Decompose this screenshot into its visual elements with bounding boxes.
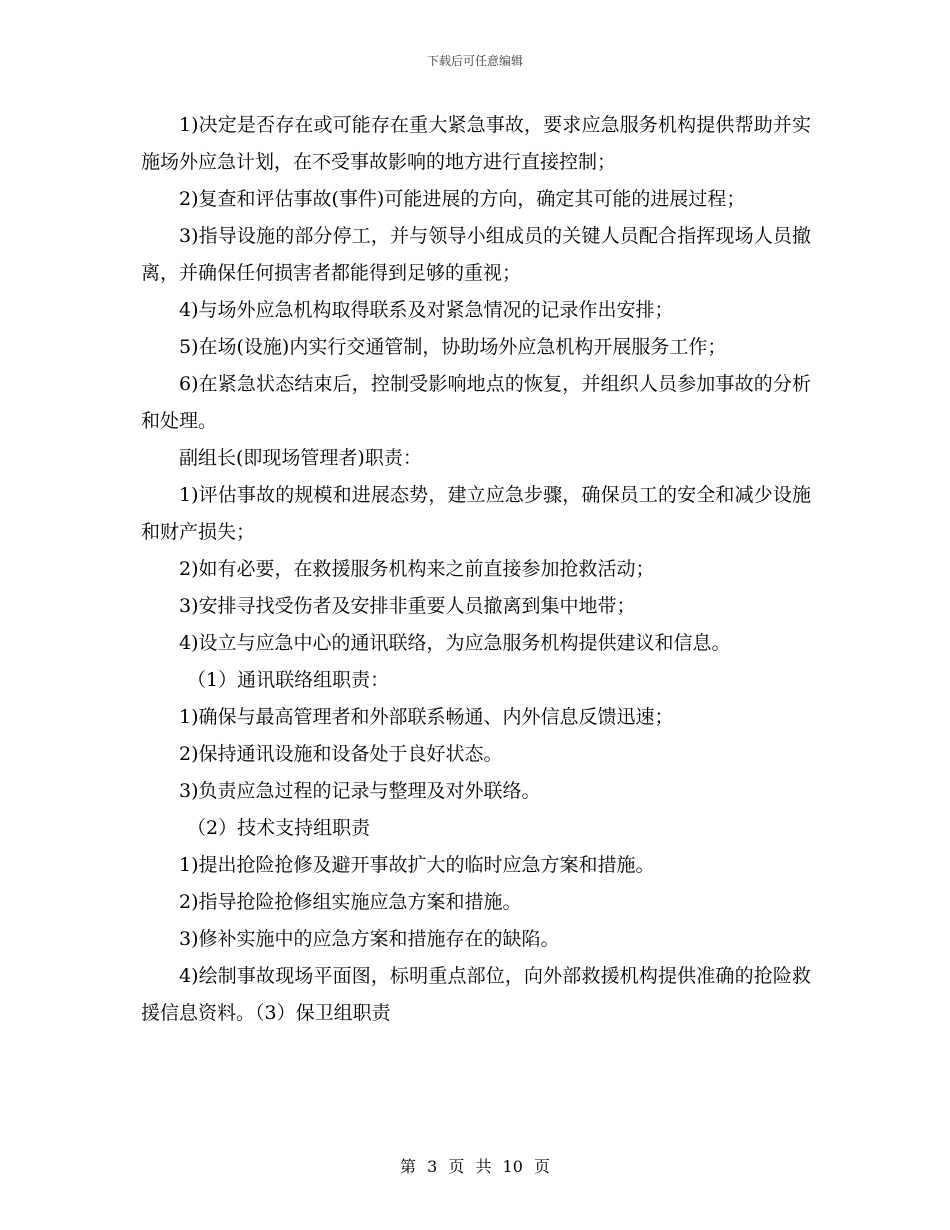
page-footer: 第 3 页 共 10 页 (400, 1157, 550, 1176)
paragraph: 2)指导抢险抢修组实施应急方案和措施。 (179, 891, 522, 913)
section-heading: 副组长(即现场管理者)职责： (179, 447, 422, 469)
paragraph: 4)设立与应急中心的通讯联络，为应急服务机构提供建议和信息。 (179, 632, 731, 654)
page-header: 下载后可任意编辑 (426, 54, 523, 68)
paragraph: 4)绘制事故现场平面图，标明重点部位，向外部救援机构提供准确的抢险救援信息资料。（3）保卫组职责 (141, 965, 811, 1024)
paragraph: 1)决定是否存在或可能存在重大紧急事故，要求应急服务机构提供帮助并实施场外应急计划，在不受事故影响的地方进行直接控制； (141, 114, 811, 173)
paragraph: 2)如有必要，在救援服务机构来之前直接参加抢救活动； (179, 558, 655, 580)
paragraph: 3)修补实施中的应急方案和措施存在的缺陷。 (179, 928, 560, 950)
paragraph: 6)在紧急状态结束后，控制受影响地点的恢复，并组织人员参加事故的分析和处理。 (141, 373, 811, 432)
paragraph: 3)安排寻找受伤者及安排非重要人员撤离到集中地带； (179, 595, 636, 617)
subsection-heading: （1）通讯联络组职责： (187, 669, 390, 691)
paragraph: 1)评估事故的规模和进展态势，建立应急步骤，确保员工的安全和减少设施和财产损失； (141, 484, 811, 543)
paragraph: 5)在场(设施)内实行交通管制，协助场外应急机构开展服务工作； (179, 336, 727, 358)
paragraph: 4)与场外应急机构取得联系及对紧急情况的记录作出安排； (179, 299, 674, 321)
paragraph: 2)复查和评估事故(事件)可能进展的方向，确定其可能的进展过程； (179, 188, 746, 210)
paragraph: 1)确保与最高管理者和外部联系畅通、内外信息反馈迅速； (179, 706, 674, 728)
paragraph: 3)负责应急过程的记录与整理及对外联络。 (179, 780, 541, 802)
paragraph: 2)保持通讯设施和设备处于良好状态。 (179, 743, 503, 765)
paragraph: 1)提出抢险抢修及避开事故扩大的临时应急方案和措施。 (179, 854, 655, 876)
document-body (141, 107, 811, 1032)
paragraph: 3)指导设施的部分停工，并与领导小组成员的关键人员配合指挥现场人员撤离，并确保任何损害者都能得到足够的重视； (141, 225, 811, 284)
subsection-heading: （2）技术支持组职责 (187, 817, 371, 839)
